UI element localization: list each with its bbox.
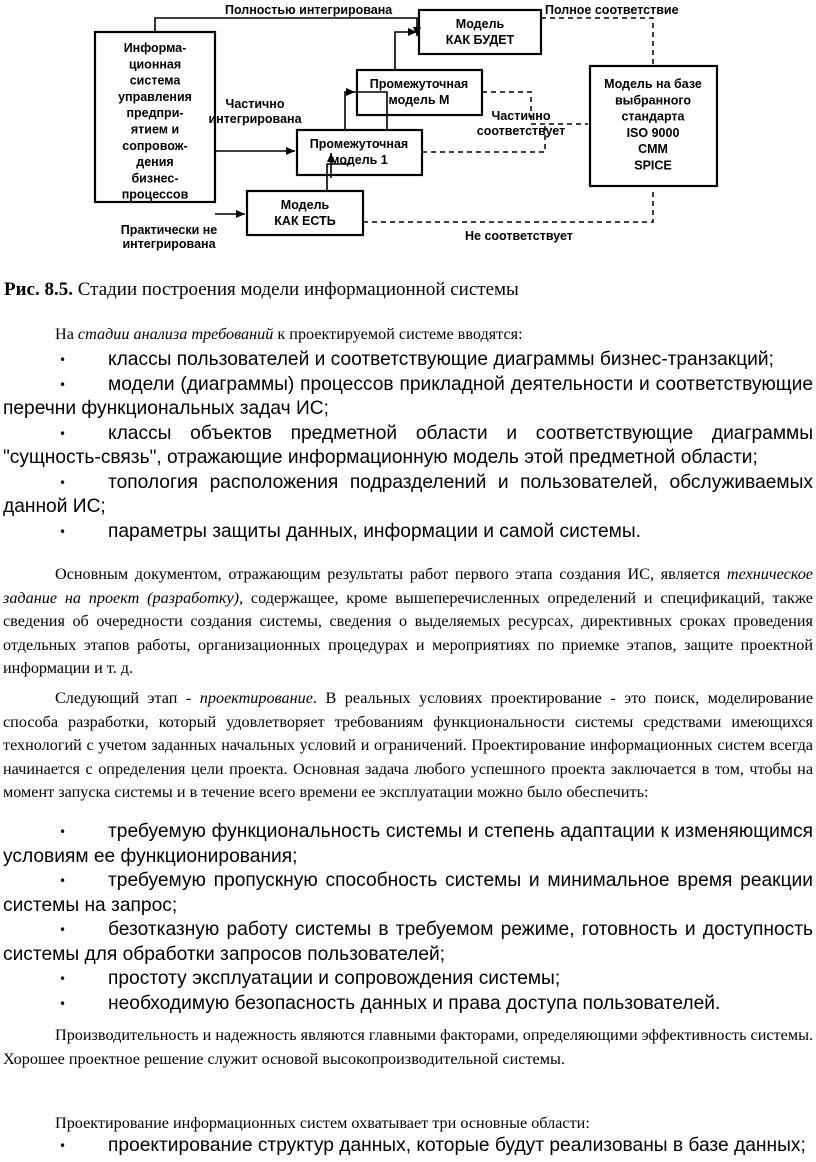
design-goals-list <box>3 820 813 1016</box>
diagram-text-line: CMM <box>638 142 668 157</box>
list-item-text: необходимую безопасность данных и права доступа пользователей. <box>108 992 721 1014</box>
dashed-not-matching <box>363 188 653 222</box>
bullet-icon: • <box>59 923 67 937</box>
list-item-text: безотказную работу системы в требуемом режиме, готовность и доступность системы для обработки запросов пользователей; <box>3 919 813 965</box>
diagram-text-line: интегрирована <box>122 237 216 251</box>
diagram-text-line: Частично <box>225 97 285 111</box>
list-item-text: параметры защиты данных, информации и самой системы. <box>108 520 641 542</box>
diagram-text-line: выбранного <box>614 93 692 108</box>
design-areas-list <box>3 1134 813 1159</box>
list-item <box>3 992 813 1017</box>
diagram-text-line: сопровож- <box>122 138 188 153</box>
list-item <box>3 422 813 471</box>
diagram-text-line: управления <box>118 89 192 104</box>
list-item-text: простоту эксплуатации и сопровождения системы; <box>108 968 561 989</box>
diagram-text-line: Промежуточная <box>369 77 469 91</box>
bullet-icon: • <box>59 524 67 539</box>
figure-number: Рис. 8.5. <box>4 279 73 300</box>
main-document-paragraph: Основным документом, отражающим результаты работ первого этапа создания ИС, является техническое задание на проект (разработку), содержащее, кроме вышеперечисленных определений и спецификаций, также сведения об очередности создания системы, сведения о выделяемых ресурсах, директивных сроках проведения отдельных этапов работы, организационных процедурах и мероприятиях по приемке этапов, защите проектной информации и т. д. <box>3 565 813 677</box>
diagram-text-line: ционная <box>128 57 182 72</box>
list-item <box>3 869 813 918</box>
design-stage-paragraph: Следующий этап - проектирование. В реальных условиях проектирование - это поиск, моделирование способа разработки, который удовлетворяет требованиям функциональности системы средствами имеющихся технологий с учетом заданных начальных условий и ограничений. Проектирование информационных систем всегда начинается с определения цели проекта. Основная задача любого успешного проекта заключается в том, чтобы на момент запуска системы и в течение всего времени ее эксплуатации можно было обеспечить: <box>3 689 813 801</box>
label-not-matching: Не соответствует <box>465 229 573 243</box>
diagram-text-line: дения <box>136 155 174 170</box>
list-item <box>3 471 813 520</box>
bullet-icon: • <box>59 377 67 392</box>
diagram-text-line: модель М <box>388 93 450 107</box>
bullet-icon: • <box>59 972 67 986</box>
list-item-text: проектирование структур данных, которые будут реализованы в базе данных; <box>108 1135 806 1156</box>
diagram-text-line: Промежуточная <box>309 137 409 151</box>
diagram-text-line: бизнес- <box>131 171 179 186</box>
bullet-icon: • <box>59 475 67 490</box>
bullet-icon: • <box>59 874 67 888</box>
list-item-text: классы пользователей и соответствующие диаграммы бизнес-транзакций; <box>108 349 774 370</box>
intro-paragraph: На стадии анализа требований к проектируемой системе вводятся: <box>55 325 523 343</box>
requirements-list <box>3 348 813 544</box>
list-item <box>3 918 813 967</box>
label-partially-matches <box>477 109 565 138</box>
diagram-text-line: SPICE <box>634 158 672 173</box>
label-fully-integrated: Полностью интегрирована <box>225 3 393 17</box>
diagram-text-line: интегрирована <box>208 112 302 126</box>
diagram-text-line: Частично <box>491 109 551 123</box>
bullet-icon: • <box>59 825 67 839</box>
dashed-full-match <box>541 18 653 64</box>
performance-paragraph: Производительность и надежность являются главными факторами, определяющими эффективность системы. Хорошее проектное решение служит основой высокопроизводительной системы. <box>3 1026 813 1068</box>
list-item-text: топология расположения подразделений и пользователей, обслуживаемых данной ИС; <box>3 471 813 517</box>
list-item <box>3 967 813 992</box>
diagram-text-line: ISO 9000 <box>626 125 680 140</box>
list-item-text: требуемую функциональность системы и степень адаптации к изменяющимся условиям ее функционирования; <box>3 821 813 867</box>
diagram-text-line: КАК БУДЕТ <box>445 33 515 47</box>
list-item <box>3 373 813 422</box>
diagram-text-line: Информа- <box>123 41 187 55</box>
list-item-text: модели (диаграммы) процессов прикладной деятельности и соответствующие перечни функциональных задач ИС; <box>3 373 813 419</box>
diagram-text-line: Модель <box>455 17 505 31</box>
diagram-text-line: ятием и <box>130 122 180 137</box>
list-item <box>3 348 813 373</box>
list-item-text: классы объектов предметной области и соответствующие диаграммы "сущность-связь", отражающие информационную модель этой предметной области; <box>3 422 813 468</box>
bullet-icon: • <box>59 426 67 441</box>
figure-caption <box>4 279 519 301</box>
list-item <box>3 1134 813 1159</box>
diagram-text-line: процессов <box>121 187 189 202</box>
list-item <box>3 820 813 869</box>
design-areas-paragraph: Проектирование информационных систем охватывает три основные области: <box>55 1114 590 1132</box>
label-full-match: Полное соответствие <box>545 3 679 17</box>
diagram-text-line: система <box>129 73 181 88</box>
bullet-icon: • <box>59 1139 67 1153</box>
label-partially-integrated <box>208 97 302 126</box>
arrow-m-to-future <box>395 32 417 70</box>
label-practically-not-integrated <box>121 223 218 251</box>
bullet-icon: • <box>59 996 67 1011</box>
diagram-text-line: соответствует <box>476 124 566 138</box>
bullet-icon: • <box>59 353 67 367</box>
diagram-text-line: Модель на базе <box>604 77 702 91</box>
figure-title: Стадии построения модели информационной системы <box>77 279 519 300</box>
list-item <box>3 520 813 545</box>
diagram-text-line: КАК ЕСТЬ <box>274 214 336 228</box>
diagram-text-line: Практически не <box>120 223 218 237</box>
diagram-text-line: предпри- <box>126 106 184 121</box>
diagram-text-line: Модель <box>280 198 330 212</box>
list-item-text: требуемую пропускную способность системы и минимальное время реакции системы на запрос; <box>3 870 813 916</box>
diagram-text-line: модель 1 <box>330 153 388 167</box>
diagram-text-line: стандарта <box>621 109 685 124</box>
stages-diagram <box>85 0 725 260</box>
